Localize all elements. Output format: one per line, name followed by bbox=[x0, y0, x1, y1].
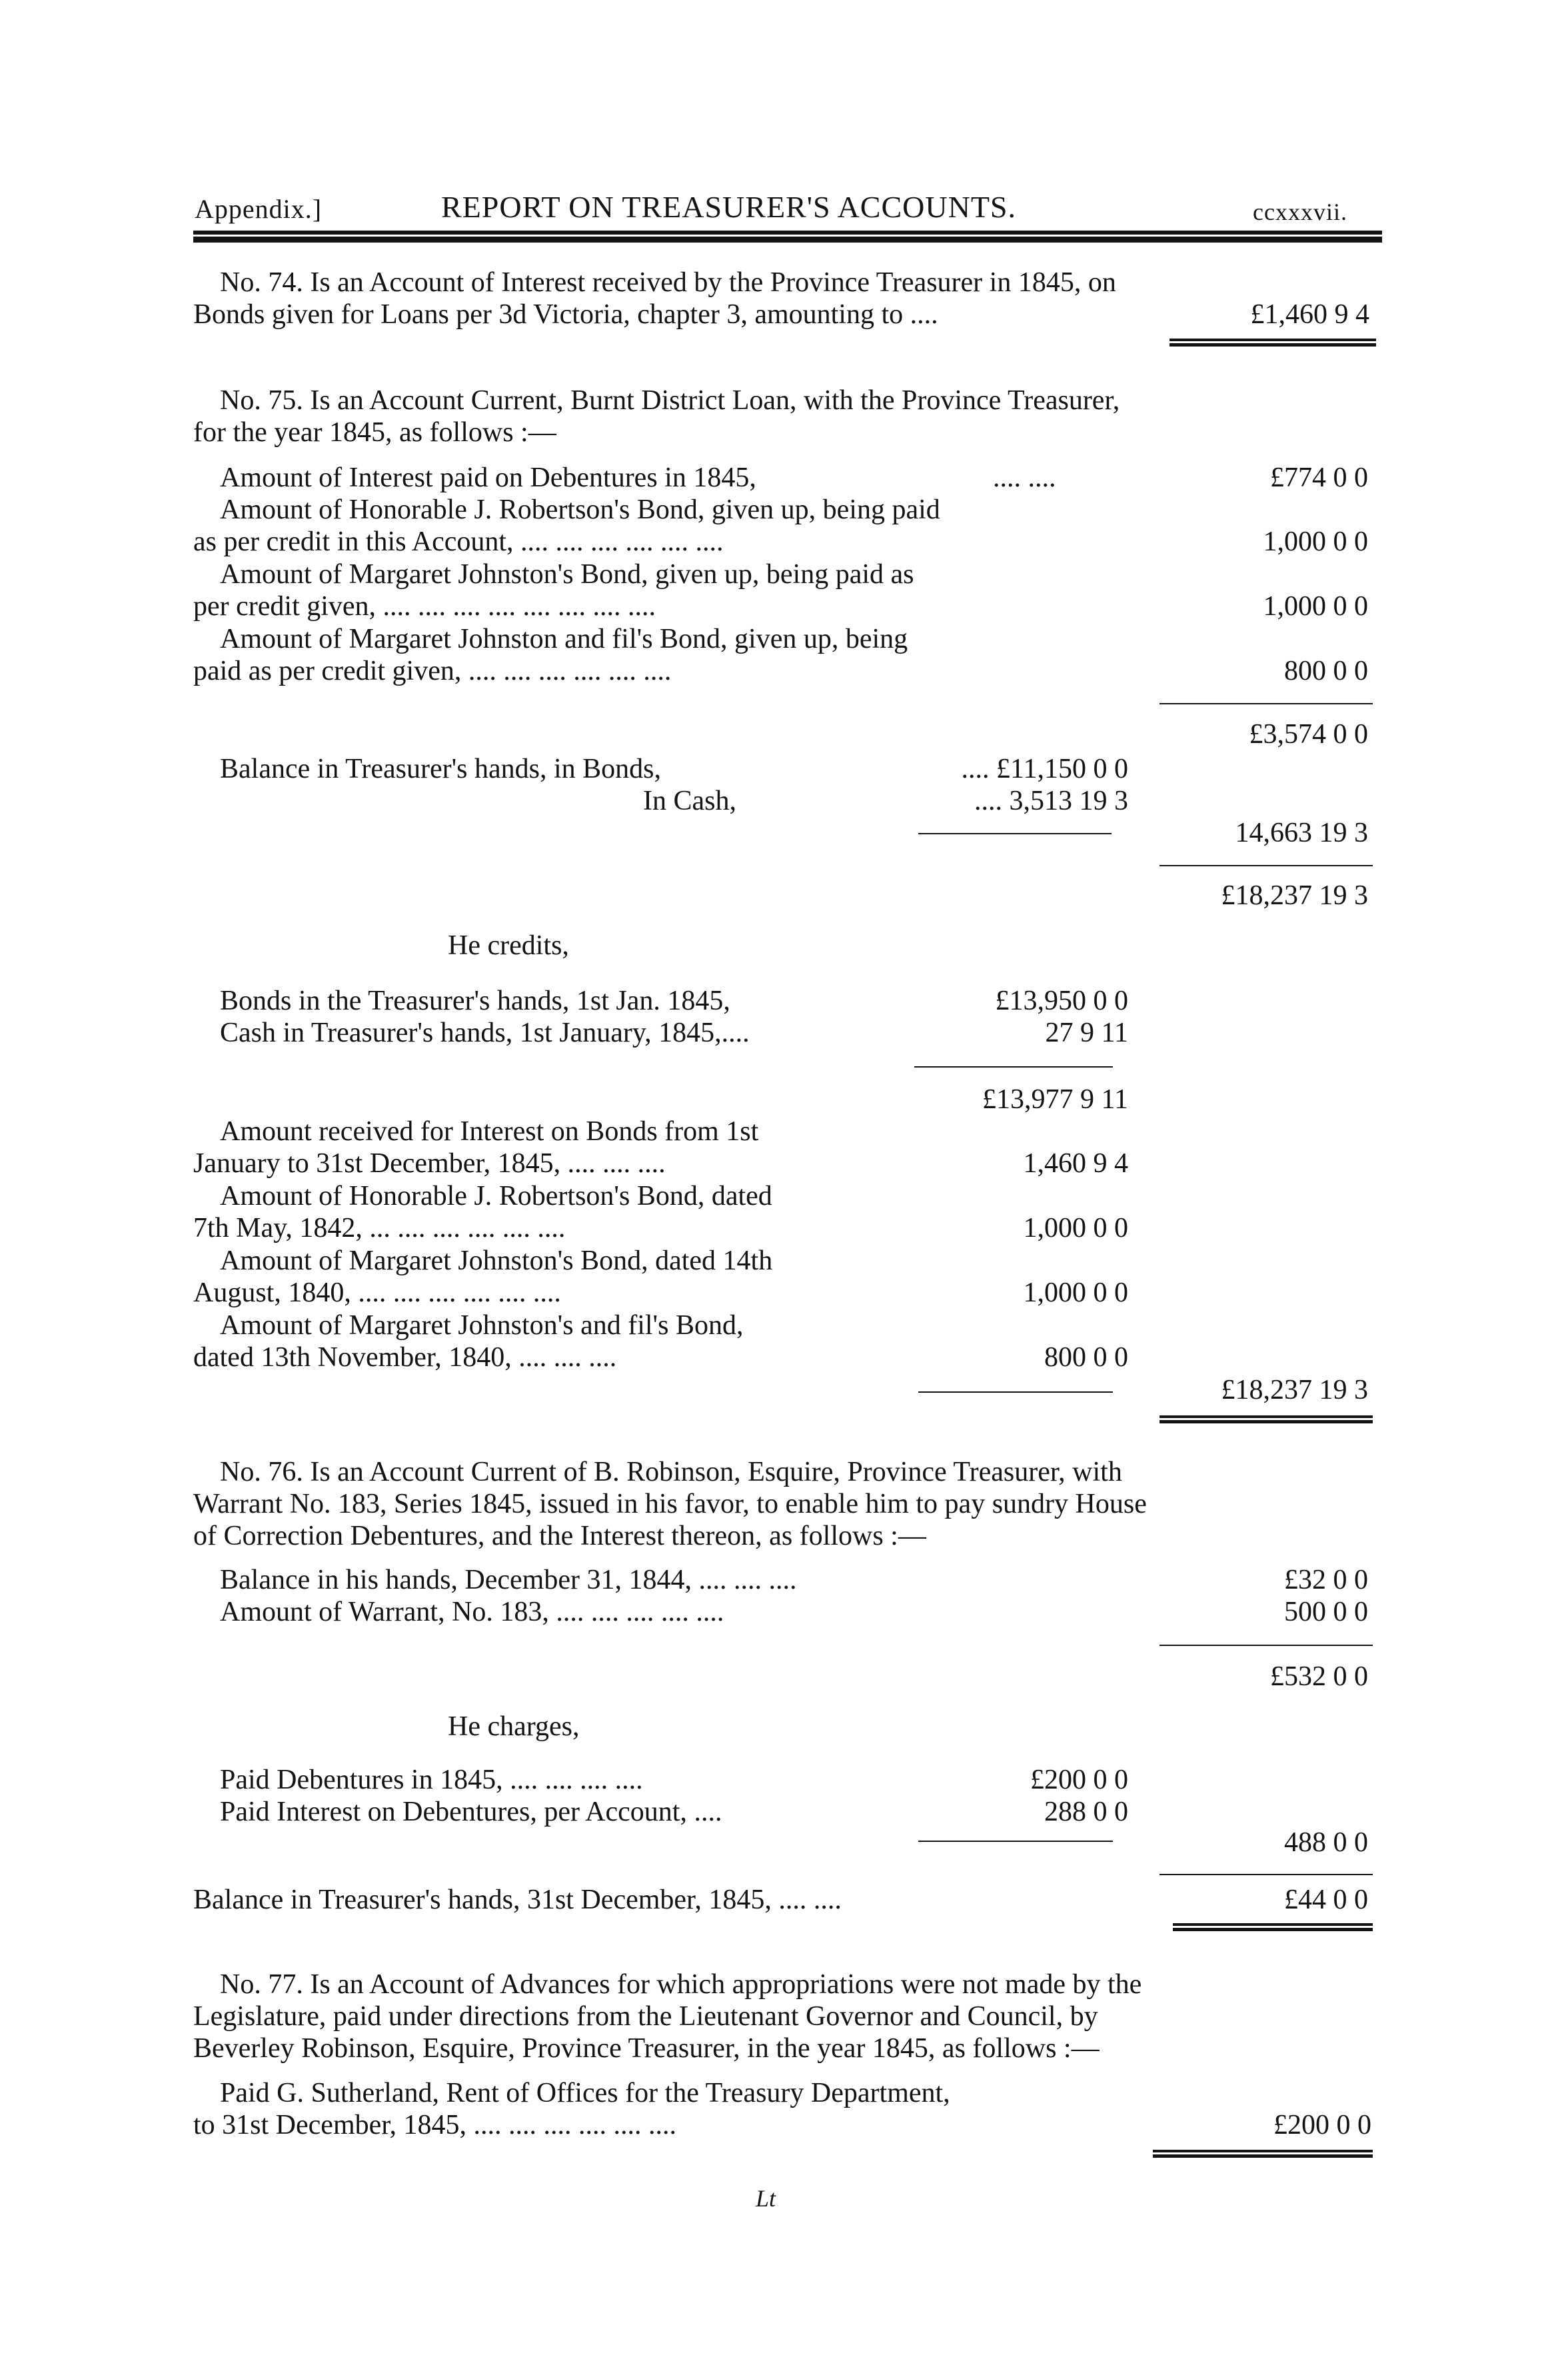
no76-item-2-label: Amount of Warrant, No. 183, .... .... .... .... .... bbox=[220, 1597, 724, 1627]
no75-credit-item-2-line1: Amount of Honorable J. Robertson's Bond, dated bbox=[220, 1181, 772, 1211]
no75-balance-rule bbox=[918, 833, 1112, 834]
no75-credit-item-3-line1: Amount of Margaret Johnston's Bond, dated 14th bbox=[220, 1245, 773, 1276]
no75-line2: for the year 1845, as follows :— bbox=[193, 417, 556, 448]
no75-charge-1-leader: .... .... bbox=[993, 462, 1056, 493]
no76-line2: Warrant No. 183, Series 1845, issued in his favor, to enable him to pay sundry House bbox=[193, 1489, 1147, 1519]
no75-credit-item-3-amount: 1,000 0 0 bbox=[1023, 1277, 1128, 1308]
no75-charge-2-line2: as per credit in this Account, .... .... .... .... .... .... bbox=[193, 526, 724, 557]
no75-credits-total: £18,237 19 3 bbox=[1221, 1375, 1368, 1405]
no75-credit-2-label: Cash in Treasurer's hands, 1st January, 1845,.... bbox=[220, 1018, 750, 1048]
no75-credits-subtotal: £13,977 9 11 bbox=[982, 1084, 1128, 1115]
no75-charge-4-line2: paid as per credit given, .... .... .... .... .... .... bbox=[193, 656, 672, 686]
no74-line1: No. 74. Is an Account of Interest received by the Province Treasurer in 1845, on bbox=[220, 267, 1116, 298]
no77-item-line2: to 31st December, 1845, .... .... .... .... .... .... bbox=[193, 2110, 677, 2140]
no76-balance: £44 0 0 bbox=[1284, 1885, 1368, 1915]
no77-item-line1: Paid G. Sutherland, Rent of Offices for the Treasury Department, bbox=[220, 2078, 950, 2108]
no77-double-rule bbox=[1153, 2150, 1373, 2158]
no76-line3: of Correction Debentures, and the Interest thereon, as follows :— bbox=[193, 1521, 926, 1551]
no76-charges-total: 488 0 0 bbox=[1284, 1827, 1368, 1858]
title-rule bbox=[193, 231, 1382, 243]
no76-double-rule bbox=[1173, 1923, 1373, 1931]
no74-amount: £1,460 9 4 bbox=[1250, 299, 1369, 330]
no75-credit-1-amount: £13,950 0 0 bbox=[995, 986, 1128, 1016]
no76-charge-2-label: Paid Interest on Debentures, per Account, .... bbox=[220, 1797, 722, 1827]
no74-double-rule bbox=[1170, 339, 1376, 347]
no77-line2: Legislature, paid under directions from the Lieutenant Governor and Council, by bbox=[193, 2001, 1098, 2032]
no75-double-rule bbox=[1160, 1415, 1373, 1423]
no75-balance-cash-label: In Cash, bbox=[643, 786, 736, 816]
signature-mark: Lt bbox=[756, 2185, 776, 2212]
no75-credit-item-4-amount: 800 0 0 bbox=[1044, 1342, 1128, 1373]
no75-credit-item-1-line1: Amount received for Interest on Bonds from 1st bbox=[220, 1116, 759, 1147]
no75-charge-3-amount: 1,000 0 0 bbox=[1263, 591, 1368, 622]
no75-total: £18,237 19 3 bbox=[1221, 880, 1368, 911]
no75-credit-item-1-amount: 1,460 9 4 bbox=[1023, 1148, 1128, 1179]
no75-credit-item-2-line2: 7th May, 1842, ... .... .... .... .... .... bbox=[193, 1213, 566, 1243]
no76-charge-1-amount: £200 0 0 bbox=[1030, 1765, 1128, 1795]
no75-credit-1-label: Bonds in the Treasurer's hands, 1st Jan. 1845, bbox=[220, 986, 730, 1016]
no76-charge-2-amount: 288 0 0 bbox=[1044, 1797, 1128, 1827]
no77-line1: No. 77. Is an Account of Advances for which appropriations were not made by the bbox=[220, 1969, 1142, 2000]
no76-item-1-label: Balance in his hands, December 31, 1844, .... .... .... bbox=[220, 1565, 797, 1595]
no75-balance-label: Balance in Treasurer's hands, in Bonds, bbox=[220, 754, 661, 784]
no75-charge-1-line1: Amount of Interest paid on Debentures in 1845, bbox=[220, 462, 756, 493]
no75-line1: No. 75. Is an Account Current, Burnt District Loan, with the Province Treasurer, bbox=[220, 385, 1120, 416]
no75-credit-item-2-amount: 1,000 0 0 bbox=[1023, 1213, 1128, 1243]
no75-charge-2-line1: Amount of Honorable J. Robertson's Bond, given up, being paid bbox=[220, 494, 940, 525]
page-title: REPORT ON TREASURER'S ACCOUNTS. bbox=[441, 190, 1016, 224]
no76-item-2-amount: 500 0 0 bbox=[1284, 1597, 1368, 1627]
no76-items-rule bbox=[1160, 1645, 1373, 1646]
no75-balance-cash: .... 3,513 19 3 bbox=[974, 786, 1128, 816]
no76-line1: No. 76. Is an Account Current of B. Robinson, Esquire, Province Treasurer, with bbox=[220, 1457, 1122, 1487]
no75-credit-item-4-line2: dated 13th November, 1840, .... .... .... bbox=[193, 1342, 617, 1373]
no75-credits-heading: He credits, bbox=[448, 930, 569, 961]
no75-credit-item-3-line2: August, 1840, .... .... .... .... .... .... bbox=[193, 1277, 561, 1308]
no76-charges-heading: He charges, bbox=[448, 1711, 580, 1742]
no76-balance-label: Balance in Treasurer's hands, 31st December, 1845, .... .... bbox=[193, 1885, 842, 1915]
no74-line2: Bonds given for Loans per 3d Victoria, chapter 3, amounting to .... bbox=[193, 299, 938, 330]
no75-charge-3-line1: Amount of Margaret Johnston's Bond, given up, being paid as bbox=[220, 559, 914, 590]
no75-charge-1-amount: £774 0 0 bbox=[1270, 462, 1368, 493]
no76-subtotal: £532 0 0 bbox=[1270, 1661, 1368, 1692]
no76-item-1-amount: £32 0 0 bbox=[1284, 1565, 1368, 1595]
no75-balance-total: 14,663 19 3 bbox=[1235, 818, 1368, 848]
no75-charges-subtotal: £3,574 0 0 bbox=[1249, 719, 1368, 750]
no75-charge-4-line1: Amount of Margaret Johnston and fil's Bond, given up, being bbox=[220, 624, 908, 654]
no75-credit-items-rule bbox=[918, 1391, 1113, 1393]
no75-credits-rule bbox=[914, 1066, 1113, 1068]
no77-line3: Beverley Robinson, Esquire, Province Treasurer, in the year 1845, as follows :— bbox=[193, 2033, 1100, 2064]
no75-balance-bonds: .... £11,150 0 0 bbox=[961, 754, 1128, 784]
appendix-label: Appendix.] bbox=[195, 194, 323, 224]
no75-charges-rule bbox=[1160, 703, 1373, 704]
no77-amount: £200 0 0 bbox=[1273, 2110, 1371, 2140]
no75-total-rule bbox=[1160, 865, 1373, 866]
no76-balance-rule bbox=[1160, 1874, 1373, 1875]
no75-charge-3-line2: per credit given, .... .... .... .... .... .... .... .... bbox=[193, 591, 656, 622]
no75-credit-2-amount: 27 9 11 bbox=[1045, 1018, 1128, 1048]
no75-credit-item-4-line1: Amount of Margaret Johnston's and fil's Bond, bbox=[220, 1310, 744, 1341]
no76-charges-rule bbox=[918, 1841, 1113, 1842]
no75-charge-2-amount: 1,000 0 0 bbox=[1263, 526, 1368, 557]
page-number-roman: ccxxxvii. bbox=[1253, 199, 1347, 225]
no75-credit-item-1-line2: January to 31st December, 1845, .... .... .... bbox=[193, 1148, 666, 1179]
no76-charge-1-label: Paid Debentures in 1845, .... .... .... .... bbox=[220, 1765, 643, 1795]
no75-charge-4-amount: 800 0 0 bbox=[1284, 656, 1368, 686]
